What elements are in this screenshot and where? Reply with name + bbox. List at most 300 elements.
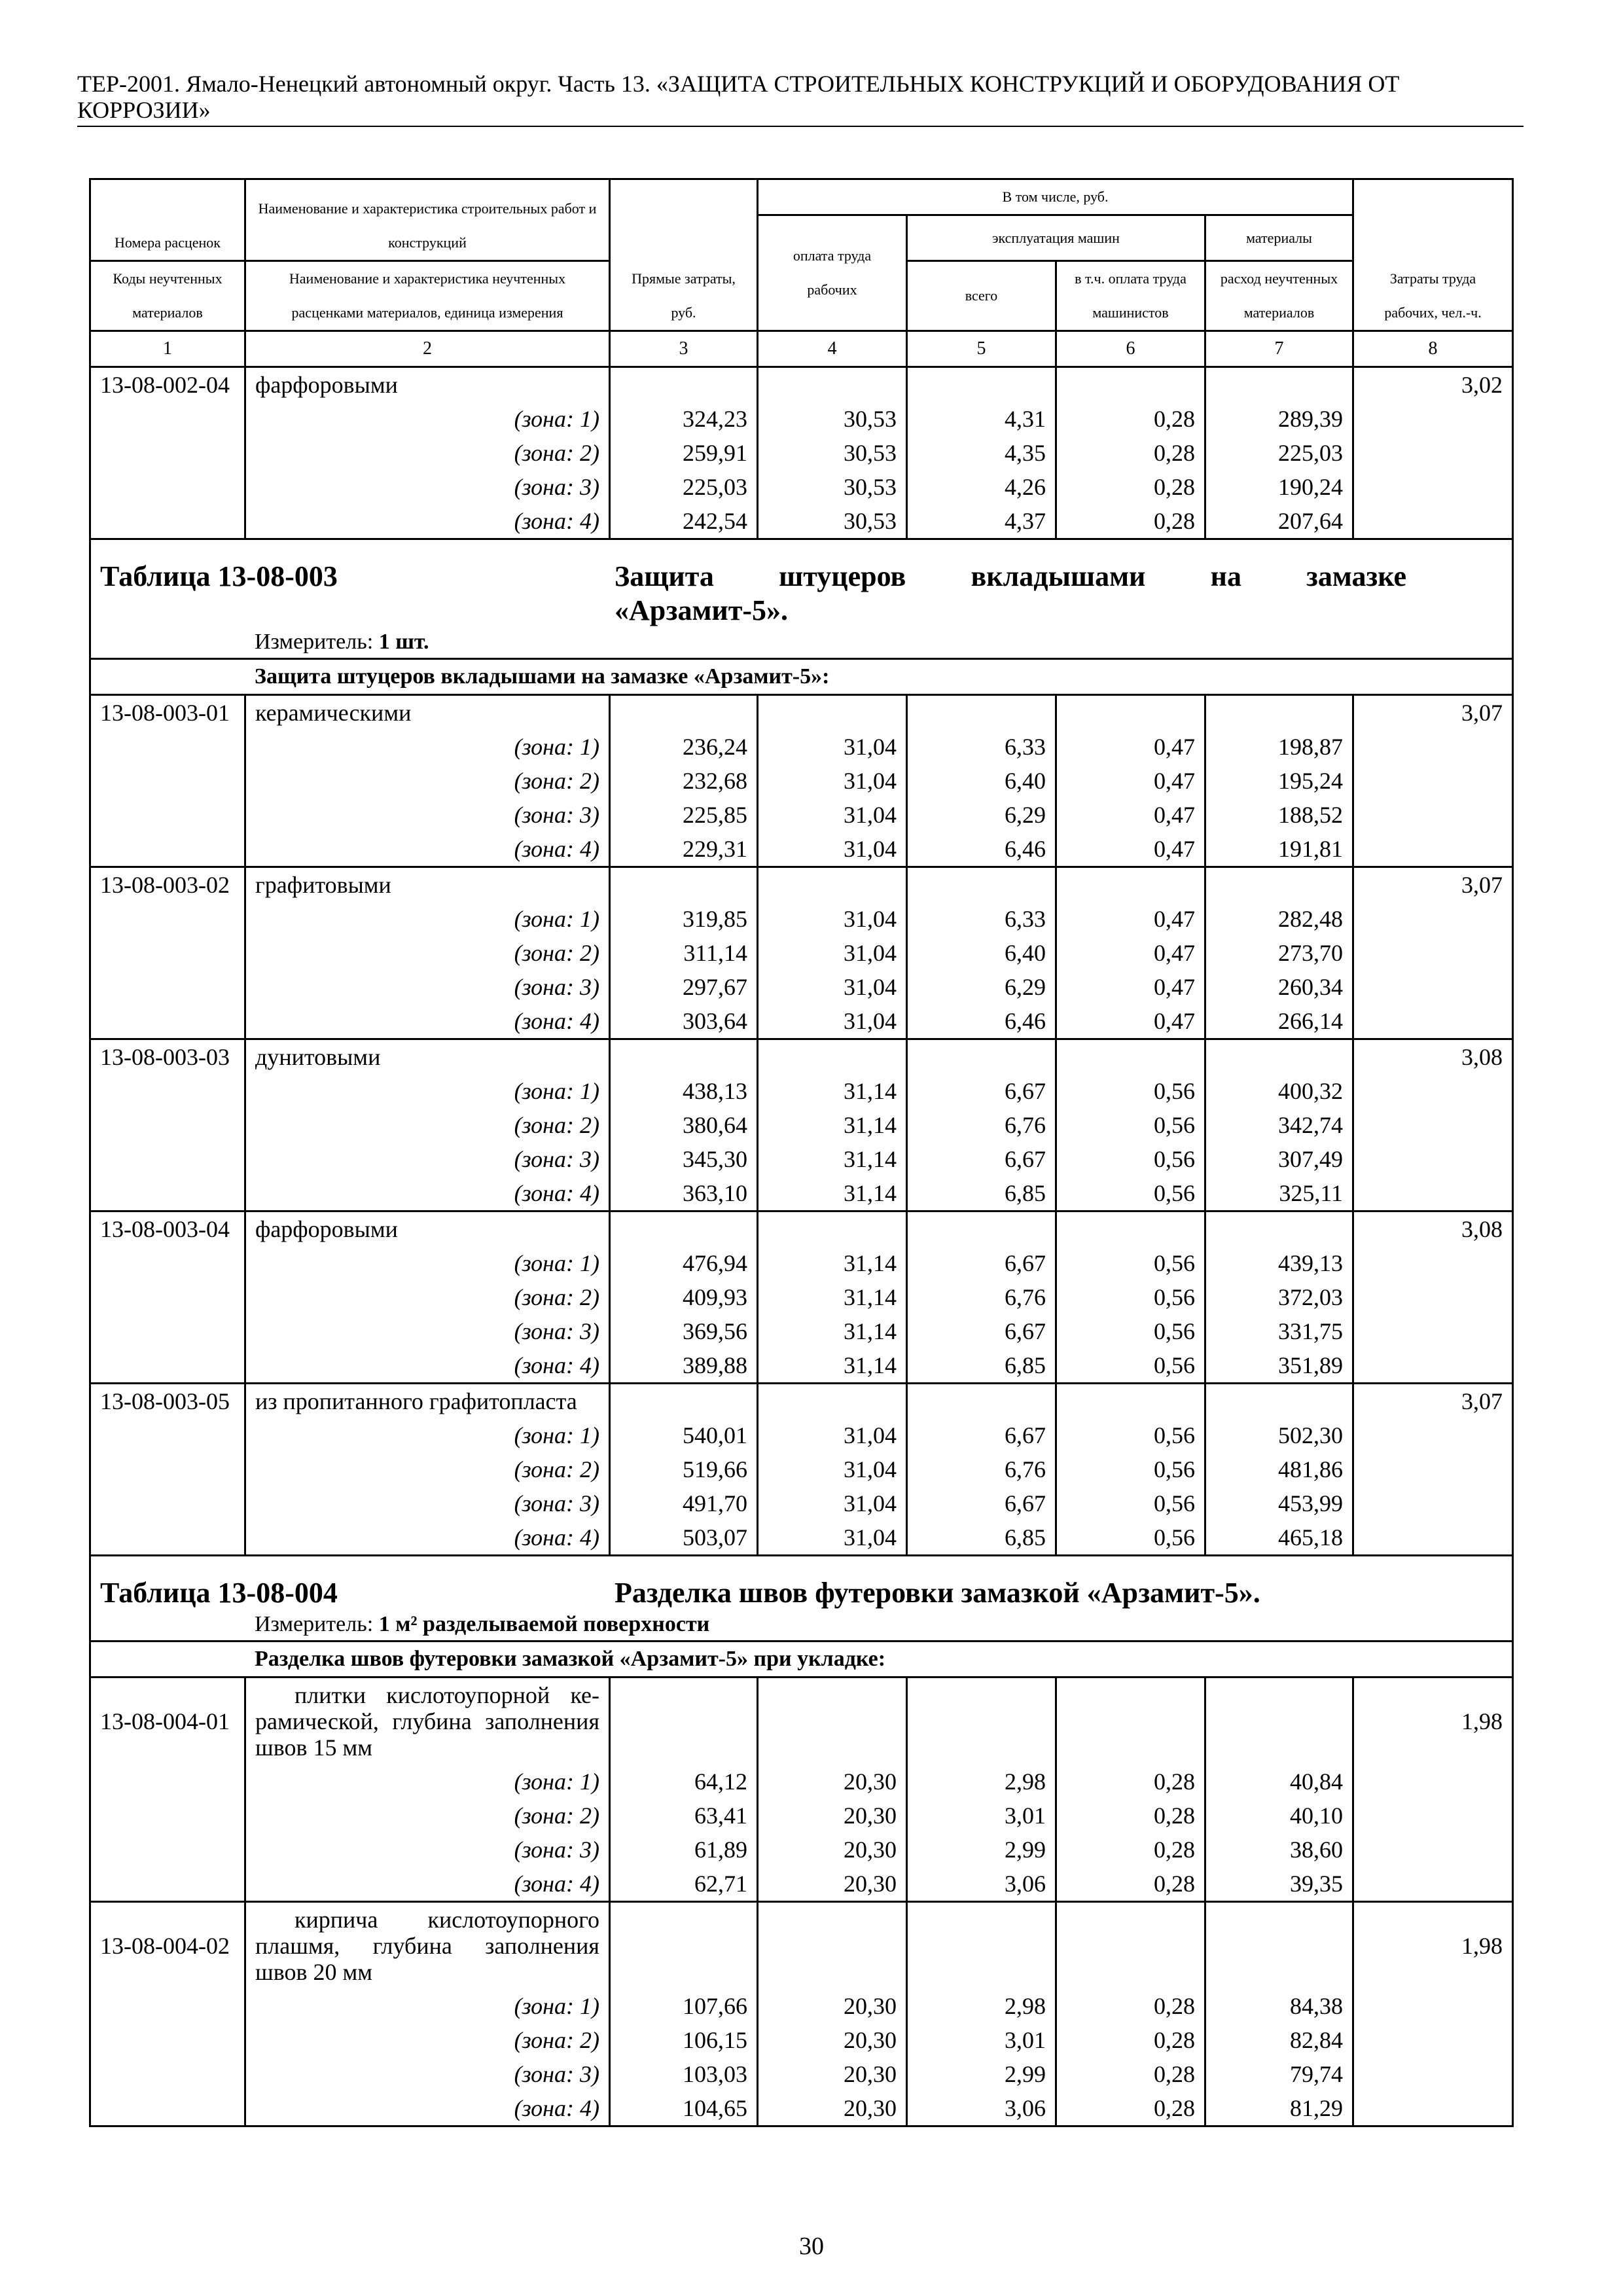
direct-cost: 61,89 [610,1833,758,1867]
empty-cell [758,1211,907,1247]
empty-cell [1353,1486,1513,1520]
table-row [90,1989,1513,2023]
worker-pay: 30,53 [758,436,907,470]
empty-cell [1353,1452,1513,1486]
machines-total: 6,67 [907,1314,1056,1348]
direct-cost: 409,93 [610,1280,758,1314]
labor-cost: 3,08 [1353,1039,1513,1075]
empty-cell [90,1246,245,1280]
machines-total: 6,40 [907,936,1056,970]
machinist-pay: 0,28 [1056,1765,1205,1799]
zone-label: (зона: 4) [245,1176,610,1211]
empty-cell [90,1280,245,1314]
empty-cell [1353,902,1513,936]
labor-cost: 3,02 [1353,367,1513,403]
direct-cost: 229,31 [610,832,758,867]
zone-label: (зона: 2) [245,936,610,970]
table-row [90,730,1513,764]
empty-cell [1353,936,1513,970]
empty-cell [758,367,907,403]
materials-cost: 40,10 [1205,1799,1353,1833]
machinist-pay: 0,56 [1056,1246,1205,1280]
worker-pay: 31,04 [758,1452,907,1486]
empty-cell [90,798,245,832]
machinist-pay: 0,28 [1056,470,1205,504]
machines-total: 6,40 [907,764,1056,798]
rate-name-line: рамической, глубина заполнения [255,1708,599,1734]
empty-cell [1353,1176,1513,1211]
empty-cell [90,832,245,867]
direct-cost: 232,68 [610,764,758,798]
zone-label: (зона: 2) [245,1452,610,1486]
empty-cell [1353,730,1513,764]
empty-cell [90,970,245,1004]
machines-total: 6,85 [907,1520,1056,1556]
rate-name-line: швов 20 мм [255,1959,373,1985]
worker-pay: 31,04 [758,1418,907,1452]
table-row [90,1833,1513,1867]
machines-total: 6,67 [907,1142,1056,1176]
empty-cell [90,764,245,798]
worker-pay: 30,53 [758,504,907,539]
machinist-pay: 0,56 [1056,1418,1205,1452]
materials-cost: 40,84 [1205,1765,1353,1799]
table-row [90,695,1513,730]
measure-line [100,628,1503,656]
empty-cell [1353,1108,1513,1142]
zone-label: (зона: 4) [245,1520,610,1556]
materials-cost: 225,03 [1205,436,1353,470]
worker-pay: 31,04 [758,1520,907,1556]
direct-cost: 225,85 [610,798,758,832]
rate-code: 13-08-004-01 [90,1677,245,1765]
rate-code: 13-08-003-01 [90,695,245,730]
table-row [90,1280,1513,1314]
materials-cost: 190,24 [1205,470,1353,504]
direct-cost: 259,91 [610,436,758,470]
worker-pay: 31,04 [758,1486,907,1520]
machinist-pay: 0,56 [1056,1348,1205,1384]
worker-pay: 30,53 [758,470,907,504]
machinist-pay: 0,28 [1056,1833,1205,1867]
machinist-pay: 0,56 [1056,1520,1205,1556]
direct-cost: 62,71 [610,1867,758,1902]
empty-cell [907,367,1056,403]
empty-cell [1353,1004,1513,1039]
empty-cell [1353,2091,1513,2126]
col1-top-header: Номера расценок [90,179,245,261]
empty-cell [610,867,758,903]
column-number: 4 [758,331,907,367]
direct-cost: 519,66 [610,1452,758,1486]
machinist-pay: 0,47 [1056,832,1205,867]
machines-total: 2,98 [907,1765,1056,1799]
column-number: 6 [1056,331,1205,367]
machines-total: 4,26 [907,470,1056,504]
direct-cost: 345,30 [610,1142,758,1176]
col2-bottom-header: Наименование и характеристика неучтенных расценками материалов, единица измерения [245,261,610,331]
machines-total: 4,37 [907,504,1056,539]
empty-cell [758,1384,907,1419]
column-number: 5 [907,331,1056,367]
empty-cell [90,1833,245,1867]
empty-cell [1353,1520,1513,1556]
rate-code: 13-08-003-04 [90,1211,245,1247]
table-row [90,1765,1513,1799]
page-number: 30 [799,2233,824,2260]
rate-name-line: плитки кислотоупорной ке- [294,1682,599,1708]
table-row [90,1142,1513,1176]
section-row [90,659,1513,695]
direct-cost: 104,65 [610,2091,758,2126]
table-row [90,764,1513,798]
empty-cell [758,1677,907,1765]
direct-cost: 319,85 [610,902,758,936]
empty-cell [758,1039,907,1075]
zone-label: (зона: 1) [245,1074,610,1108]
zone-label: (зона: 3) [245,1142,610,1176]
section-heading: Разделка швов футеровки замазкой «Арзамит-5» при укладке: [90,1641,1513,1677]
zone-label: (зона: 2) [245,1799,610,1833]
direct-cost: 64,12 [610,1765,758,1799]
zone-label: (зона: 2) [245,436,610,470]
zone-label: (зона: 1) [245,730,610,764]
direct-cost: 225,03 [610,470,758,504]
materials-cost: 465,18 [1205,1520,1353,1556]
materials-cost: 81,29 [1205,2091,1353,2126]
materials-cost: 351,89 [1205,1348,1353,1384]
worker-pay: 31,14 [758,1246,907,1280]
table-subject-line: «Арзамит-5». [615,594,789,626]
machines-total: 4,31 [907,402,1056,436]
column-number: 3 [610,331,758,367]
col3-header: Прямые затраты, руб. [610,179,758,331]
direct-cost: 236,24 [610,730,758,764]
worker-pay: 31,14 [758,1142,907,1176]
empty-cell [1353,1418,1513,1452]
machinist-pay: 0,28 [1056,402,1205,436]
empty-cell [90,1348,245,1384]
table-title-cell [90,539,1513,659]
direct-cost: 324,23 [610,402,758,436]
empty-cell [1353,798,1513,832]
machinist-pay: 0,47 [1056,936,1205,970]
machinist-pay: 0,47 [1056,798,1205,832]
rate-code: 13-08-003-05 [90,1384,245,1419]
machines-total: 2,99 [907,1833,1056,1867]
materials-cost: 502,30 [1205,1418,1353,1452]
zone-label: (зона: 4) [245,1004,610,1039]
table-row [90,367,1513,403]
empty-cell [1205,1211,1353,1247]
machines-total: 6,29 [907,798,1056,832]
zone-label: (зона: 4) [245,2091,610,2126]
machinist-pay: 0,28 [1056,1799,1205,1833]
col5-header: всего [907,261,1056,331]
zone-label: (зона: 2) [245,1280,610,1314]
materials-cost: 266,14 [1205,1004,1353,1039]
zone-label: (зона: 1) [245,1418,610,1452]
worker-pay: 31,14 [758,1108,907,1142]
worker-pay: 31,04 [758,902,907,936]
empty-cell [90,1176,245,1211]
rate-code: 13-08-002-04 [90,367,245,403]
materials-cost: 439,13 [1205,1246,1353,1280]
empty-cell [90,1799,245,1833]
machines-total: 3,01 [907,1799,1056,1833]
table-row [90,2023,1513,2057]
machinist-pay: 0,28 [1056,436,1205,470]
worker-pay: 20,30 [758,1765,907,1799]
empty-cell [1353,1989,1513,2023]
machines-total: 6,76 [907,1280,1056,1314]
machinist-pay: 0,56 [1056,1142,1205,1176]
table-subject: Разделка швов футеровки замазкой «Арзамит-5». [615,1577,1260,1609]
measure-value: 1 м² разделываемой поверхности [378,1612,710,1636]
materials-cost: 82,84 [1205,2023,1353,2057]
empty-cell [90,902,245,936]
worker-pay: 31,14 [758,1348,907,1384]
machinist-pay: 0,56 [1056,1074,1205,1108]
col7-header: расход неучтенных материалов [1205,261,1353,331]
measure-value: 1 шт. [378,630,429,654]
rate-name: графитовыми [245,867,610,903]
empty-cell [1056,1677,1205,1765]
column-number: 1 [90,331,245,367]
empty-cell [907,1211,1056,1247]
worker-pay: 31,14 [758,1176,907,1211]
worker-pay: 31,04 [758,1004,907,1039]
zone-label: (зона: 4) [245,1348,610,1384]
zone-label: (зона: 4) [245,504,610,539]
direct-cost: 540,01 [610,1418,758,1452]
labor-cost: 3,07 [1353,1384,1513,1419]
table-row [90,867,1513,903]
machinist-pay: 0,28 [1056,2057,1205,2091]
worker-pay: 20,30 [758,1989,907,2023]
materials-cost: 38,60 [1205,1833,1353,1867]
empty-cell [90,730,245,764]
col6-header: в т.ч. оплата труда машинистов [1056,261,1205,331]
rate-code: 13-08-003-02 [90,867,245,903]
empty-cell [907,695,1056,730]
empty-cell [610,1211,758,1247]
labor-cost: 3,07 [1353,867,1513,903]
empty-cell [1353,2057,1513,2091]
empty-cell [1056,1039,1205,1075]
empty-cell [610,695,758,730]
worker-pay: 20,30 [758,2057,907,2091]
empty-cell [90,1074,245,1108]
empty-cell [90,1142,245,1176]
table-row [90,1108,1513,1142]
worker-pay: 30,53 [758,402,907,436]
worker-pay: 31,04 [758,970,907,1004]
empty-cell [907,1677,1056,1765]
labor-cost: 3,07 [1353,695,1513,730]
section-row [90,1641,1513,1677]
materials-cost: 342,74 [1205,1108,1353,1142]
machines-total: 4,35 [907,436,1056,470]
materials-cost: 289,39 [1205,402,1353,436]
empty-cell [610,1902,758,1990]
page-header [77,71,1524,127]
machines-total: 6,85 [907,1176,1056,1211]
empty-cell [1205,1384,1353,1419]
empty-cell [1205,1902,1353,1990]
col2-top-header: Наименование и характеристика строительных работ и конструкций [245,179,610,261]
machines-total: 3,01 [907,2023,1056,2057]
empty-cell [1353,1314,1513,1348]
labor-cost: 1,98 [1353,1902,1513,1990]
zone-label: (зона: 2) [245,2023,610,2057]
zone-label: (зона: 1) [245,1989,610,2023]
zone-label: (зона: 1) [245,1765,610,1799]
empty-cell [1353,1799,1513,1833]
worker-pay: 31,04 [758,832,907,867]
rate-name [245,1677,610,1765]
empty-cell [907,867,1056,903]
table-row [90,504,1513,539]
empty-cell [90,2023,245,2057]
machines-total: 6,33 [907,730,1056,764]
machinist-pay: 0,47 [1056,902,1205,936]
empty-cell [90,504,245,539]
empty-cell [90,936,245,970]
worker-pay: 31,04 [758,798,907,832]
empty-cell [90,1452,245,1486]
materials-cost: 191,81 [1205,832,1353,867]
machines-total: 6,29 [907,970,1056,1004]
machinist-pay: 0,28 [1056,1867,1205,1902]
empty-cell [90,436,245,470]
empty-cell [90,1418,245,1452]
empty-cell [1353,1833,1513,1867]
empty-cell [1353,1280,1513,1314]
zone-label: (зона: 4) [245,832,610,867]
header-line-1: ТЕР-2001. Ямало-Ненецкий автономный округ. Часть 13. «ЗАЩИТА СТРОИТЕЛЬНЫХ КОНСТРУКЦИЙ И ОБОРУДОВАНИЯ ОТ [77,71,1400,97]
machines-total: 6,85 [907,1348,1056,1384]
direct-cost: 491,70 [610,1486,758,1520]
table-row [90,936,1513,970]
empty-cell [1353,1246,1513,1280]
rate-code: 13-08-003-03 [90,1039,245,1075]
empty-cell [1353,1074,1513,1108]
empty-cell [1353,1348,1513,1384]
materials-cost: 273,70 [1205,936,1353,970]
direct-cost: 103,03 [610,2057,758,2091]
direct-cost: 363,10 [610,1176,758,1211]
materials-cost: 372,03 [1205,1280,1353,1314]
empty-cell [90,1520,245,1556]
machinist-pay: 0,28 [1056,2091,1205,2126]
table-row [90,2091,1513,2126]
table-title-row [90,539,1513,659]
table-row [90,1348,1513,1384]
table-row [90,1004,1513,1039]
materials-cost: 307,49 [1205,1142,1353,1176]
empty-cell [1056,867,1205,903]
machinist-pay: 0,28 [1056,1989,1205,2023]
table-row [90,1799,1513,1833]
column-number: 2 [245,331,610,367]
empty-cell [1353,764,1513,798]
empty-cell [90,2091,245,2126]
rate-name: фарфоровыми [245,1211,610,1247]
empty-cell [1353,470,1513,504]
empty-cell [1205,1039,1353,1075]
materials-cost: 400,32 [1205,1074,1353,1108]
worker-pay: 20,30 [758,1799,907,1833]
materials-cost: 198,87 [1205,730,1353,764]
empty-cell [907,1902,1056,1990]
empty-cell [1353,436,1513,470]
empty-cell [1205,867,1353,903]
empty-cell [90,402,245,436]
measure-line [100,1610,1503,1639]
table-title: Таблица 13-08-004 [100,1577,338,1609]
table-row [90,1452,1513,1486]
materials-cost: 79,74 [1205,2057,1353,2091]
table-row [90,1384,1513,1419]
zone-label: (зона: 3) [245,470,610,504]
machines-total: 3,06 [907,2091,1056,2126]
rate-name [245,1902,610,1990]
empty-cell [758,1902,907,1990]
direct-cost: 242,54 [610,504,758,539]
table-row [90,402,1513,436]
machines-total: 6,67 [907,1074,1056,1108]
table-row [90,832,1513,867]
direct-cost: 107,66 [610,1989,758,2023]
machinist-pay: 0,56 [1056,1280,1205,1314]
materials-cost: 188,52 [1205,798,1353,832]
measure-label: Измеритель: [255,630,374,654]
empty-cell [1353,832,1513,867]
measure-label: Измеритель: [255,1612,374,1636]
zone-label: (зона: 1) [245,402,610,436]
empty-cell [90,1867,245,1902]
machinist-pay: 0,56 [1056,1314,1205,1348]
zone-label: (зона: 4) [245,1867,610,1902]
table-title-cell [90,1556,1513,1641]
zone-label: (зона: 1) [245,902,610,936]
worker-pay: 20,30 [758,2091,907,2126]
machines-total: 6,76 [907,1452,1056,1486]
materials-cost: 39,35 [1205,1867,1353,1902]
worker-pay: 31,14 [758,1074,907,1108]
table-row [90,1211,1513,1247]
rate-name: дунитовыми [245,1039,610,1075]
machinist-pay: 0,56 [1056,1452,1205,1486]
direct-cost: 106,15 [610,2023,758,2057]
machinist-pay: 0,28 [1056,2023,1205,2057]
zone-label: (зона: 1) [245,1246,610,1280]
empty-cell [1205,367,1353,403]
machinist-pay: 0,47 [1056,730,1205,764]
table-row [90,902,1513,936]
empty-cell [610,1384,758,1419]
machines-total: 6,67 [907,1486,1056,1520]
direct-cost: 297,67 [610,970,758,1004]
table-row [90,1486,1513,1520]
rate-name: фарфоровыми [245,367,610,403]
worker-pay: 31,04 [758,764,907,798]
column-number: 8 [1353,331,1513,367]
materials-cost: 84,38 [1205,1989,1353,2023]
machinist-pay: 0,47 [1056,764,1205,798]
rate-name-line: плашмя, глубина заполнения [255,1933,599,1959]
